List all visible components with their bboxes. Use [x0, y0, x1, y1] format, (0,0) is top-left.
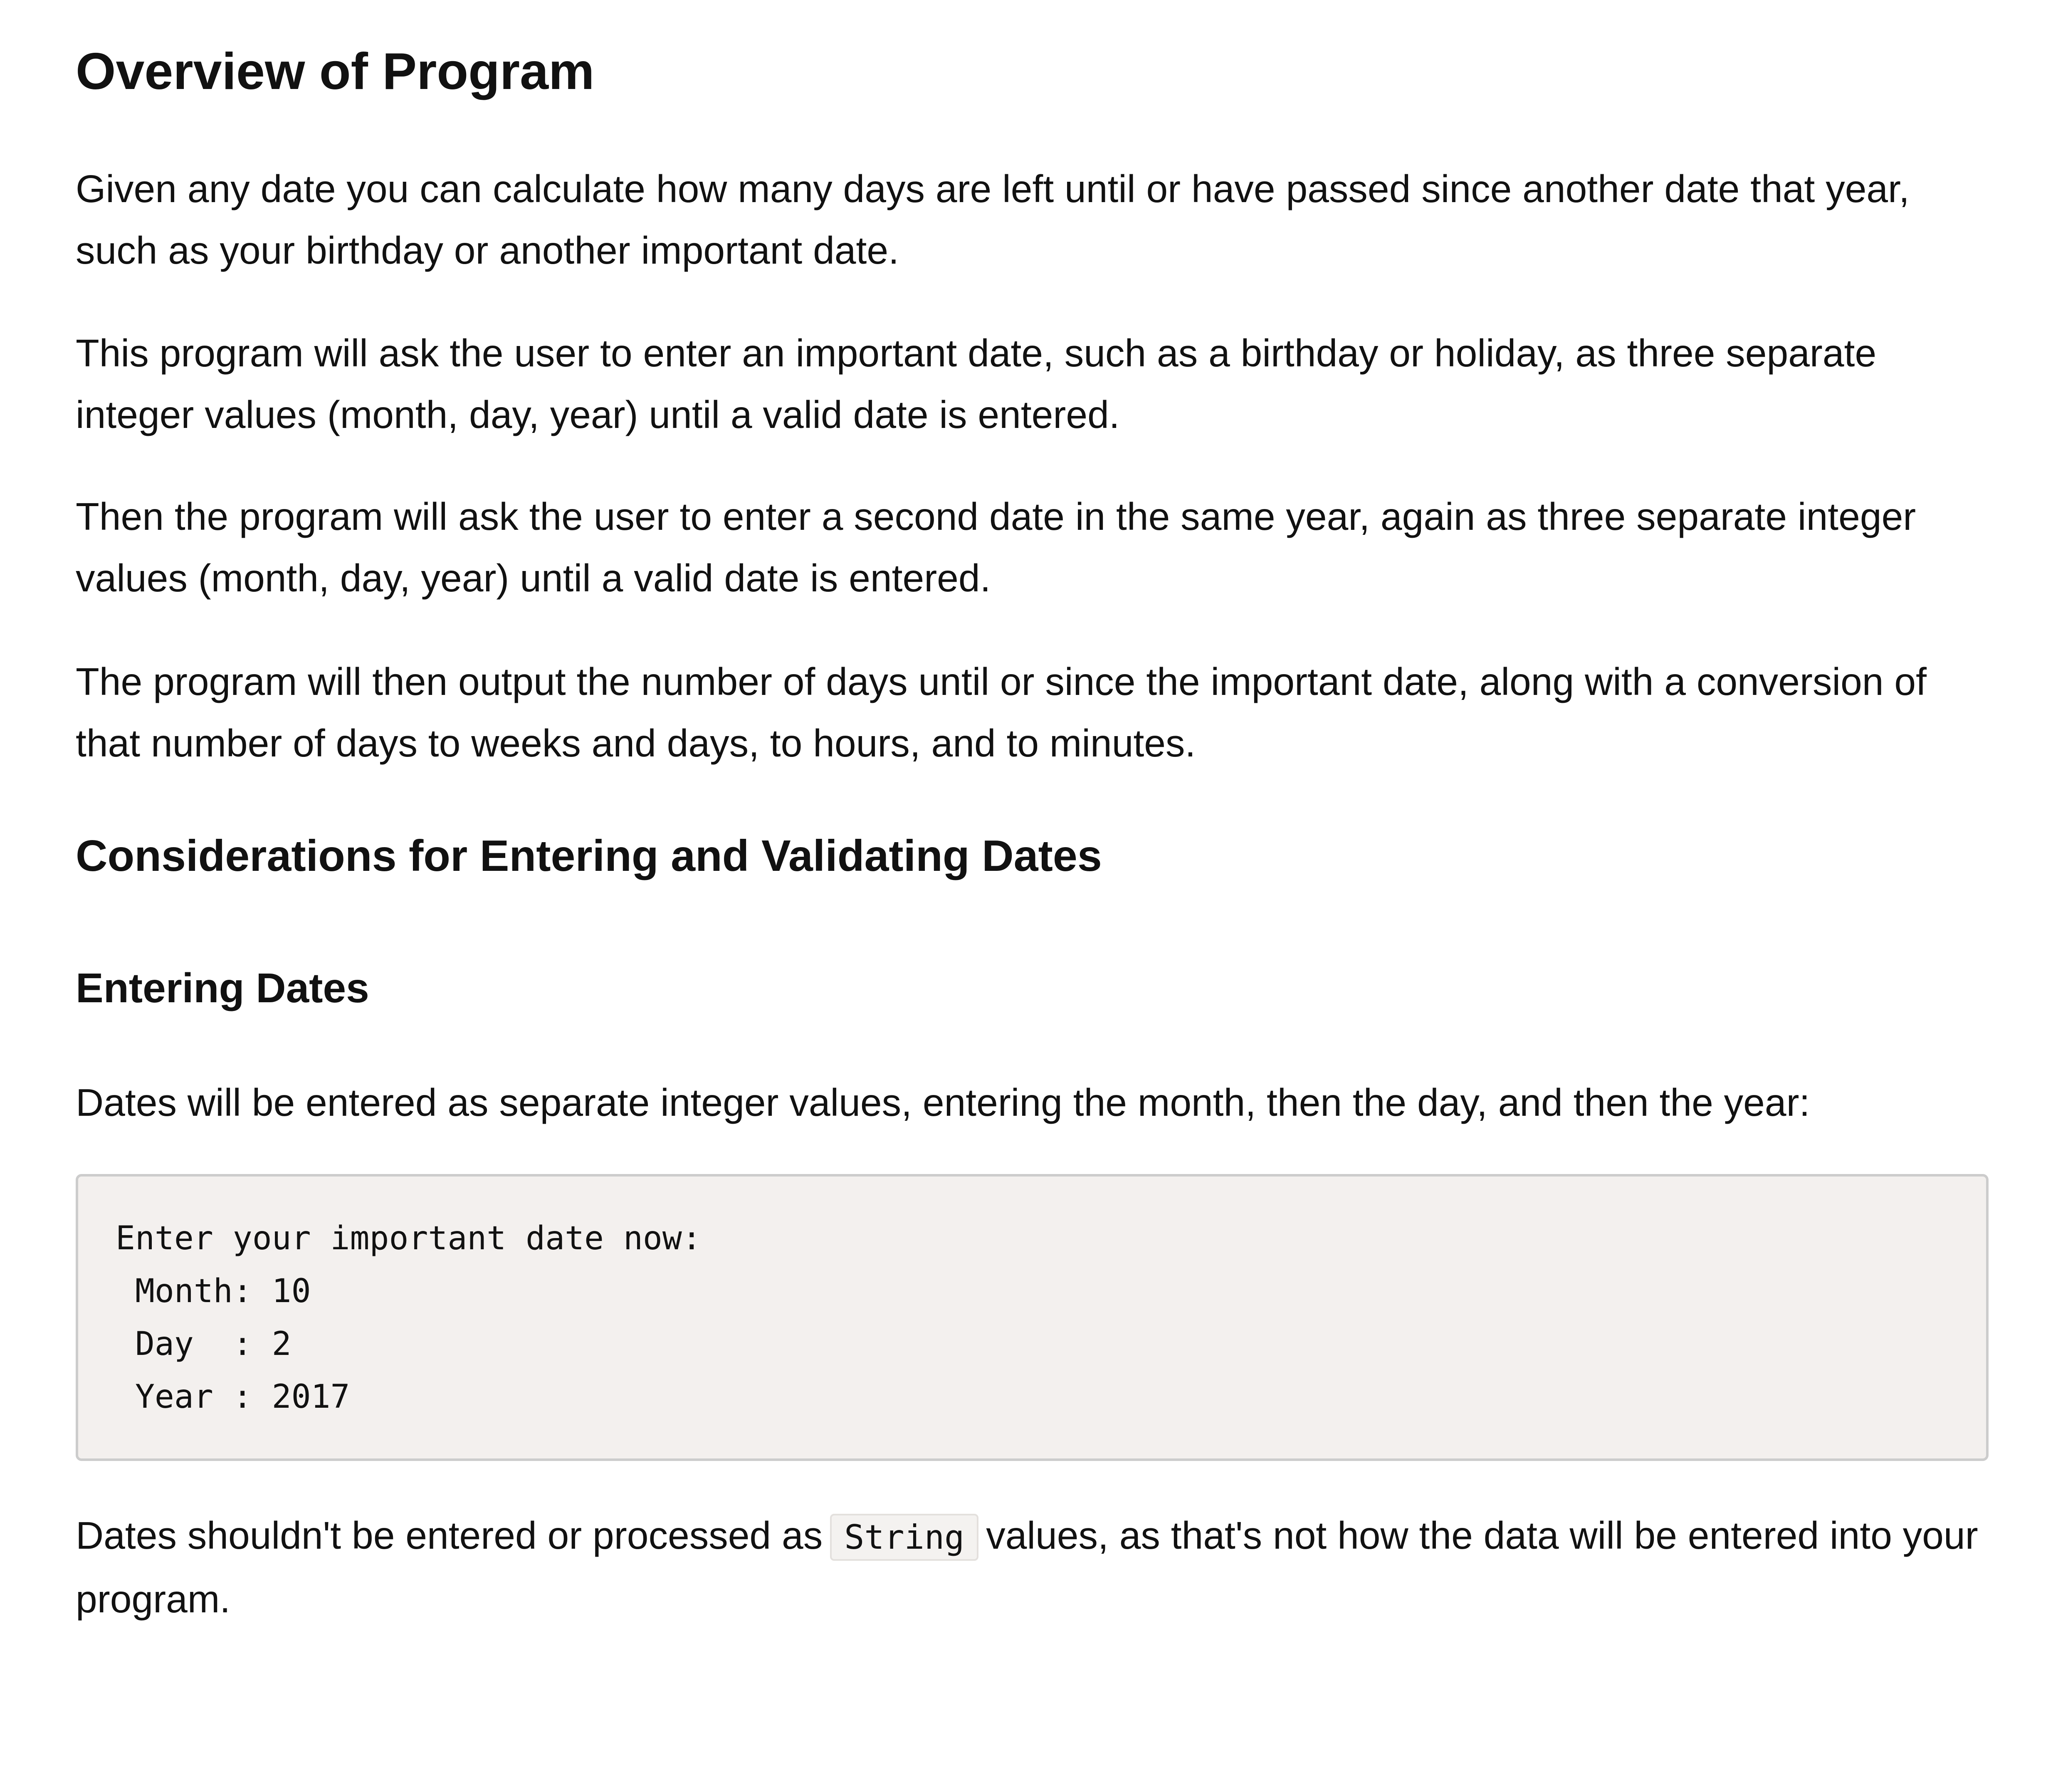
- inline-code-string: String: [830, 1514, 978, 1561]
- string-note: [76, 1505, 1997, 1630]
- code-line: Year : 2017: [116, 1378, 350, 1416]
- entering-dates-intro: Dates will be entered as separate integer values, entering the month, then the day, and then the year:: [76, 1081, 1810, 1124]
- considerations-heading: Considerations for Entering and Validating Dates: [76, 831, 1102, 880]
- overview-heading: Overview of Program: [76, 43, 595, 100]
- overview-paragraph-4: The program will then output the number of days until or since the important date, along with a conversion of that number of days to weeks and days, to hours, and to minutes.: [76, 660, 1927, 765]
- string-note-before: Dates shouldn't be entered or processed as: [76, 1514, 823, 1557]
- code-line: Month: 10: [116, 1273, 311, 1310]
- overview-paragraph-3: Then the program will ask the user to enter a second date in the same year, again as three separate integer values (month, day, year) until a valid date is entered.: [76, 495, 1916, 600]
- string-note-after: values, as that's not how the data will be entered into your program.: [76, 1514, 1978, 1621]
- overview-paragraph-1: Given any date you can calculate how many days are left until or have passed since another date that year, such as your birthday or another important date.: [76, 167, 1910, 272]
- code-line: Day : 2: [116, 1325, 292, 1363]
- code-line: Enter your important date now:: [116, 1220, 702, 1257]
- overview-paragraph-2: This program will ask the user to enter an important date, such as a birthday or holiday, as three separate integer values (month, day, year) until a valid date is entered.: [76, 331, 1877, 436]
- entering-dates-heading: Entering Dates: [76, 965, 369, 1011]
- code-block: [76, 1174, 1989, 1461]
